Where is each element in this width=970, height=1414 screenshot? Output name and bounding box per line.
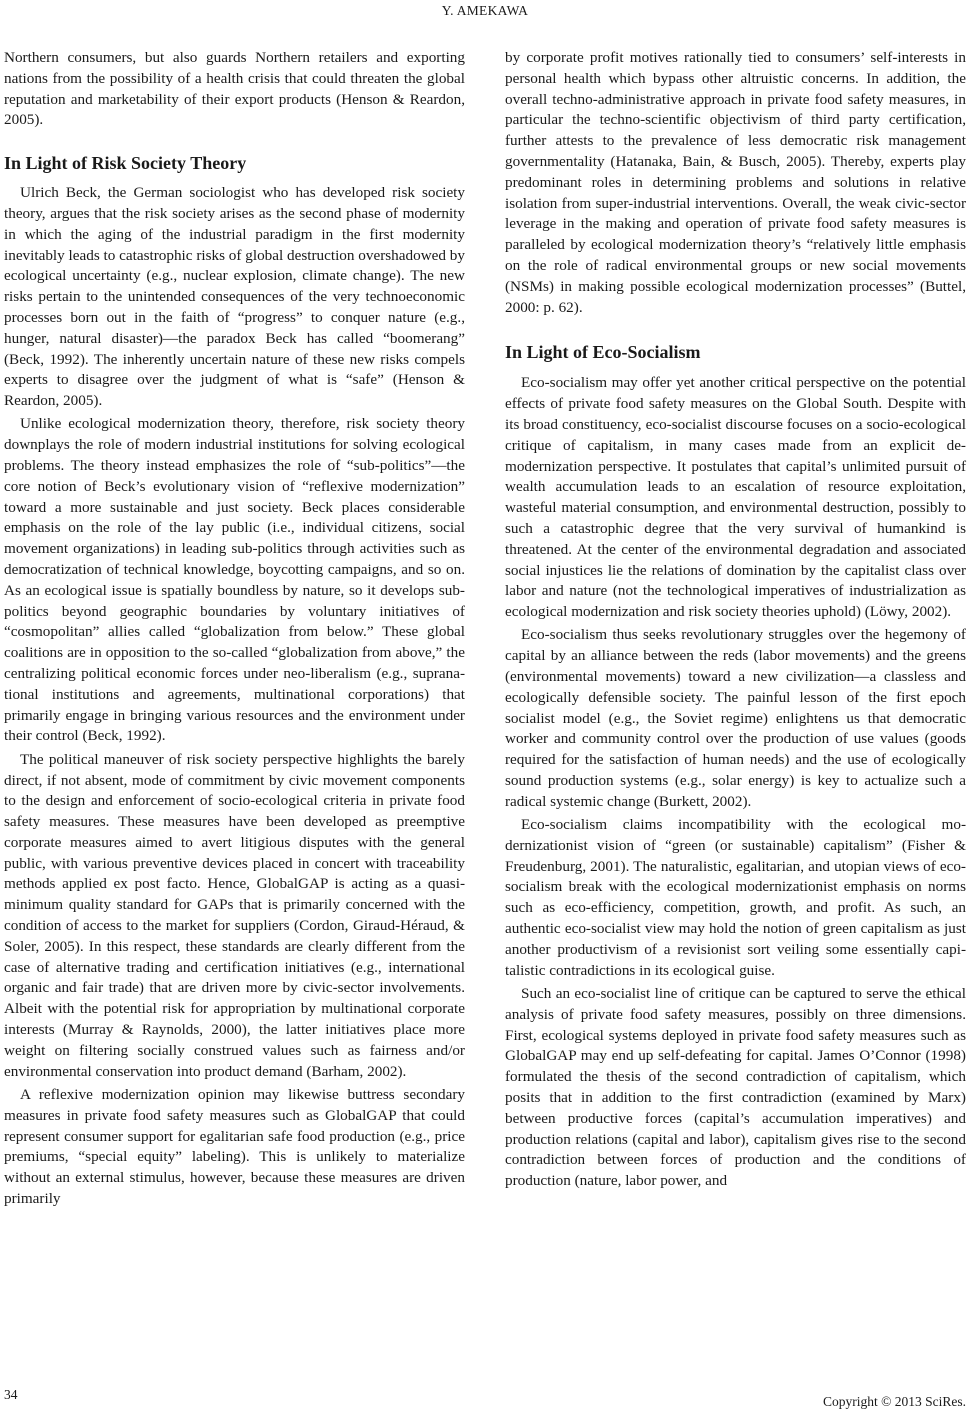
paragraph-sub-politics: Unlike ecological modernization theory, therefore, risk society theory downplays the role of modern industrial institutions for solving ecological problems. The theory instead emphasizes the role of “sub-politics”—the core notion of Beck’s evolutionary vision of “reflexive modernization” toward a more sustainable and just society. Beck places considerable emphasis on the role of the lay public (i.e., individual citizens, social movement organizations) in leading sub-politics through activities such as democratization of technical knowledge, boycotting campaigns, and so on. As an ecological issue is spatially boundless by nature, so it develops sub-politics beyond geographic boundaries by voluntary initiatives of “cosmopolitan” allies called “globalization from below.” These global coalitions are in opposition to the so-called “globalization from above,” the centralizing political economic forces under neo-liberalism (e.g., supranational institutions and agreements, multinational corporations) that primarily engage in bringing various resources and the environment under their control (Beck, 1992).: [4, 415, 465, 745]
copyright-notice: Copyright © 2013 SciRes.: [822, 1394, 966, 1409]
paragraph-green-capitalism: Eco-socialism claims incompatibility with the ecological modernizationist vision of “green (or sustainable) capitalism” (Fisher & Freudenburg, 2001). The naturalistic, egalitarian, and utopian views of eco-socialism break with the ecological modernizationist emphasis on norms such as eco-efficiency, competition, growth, and profit. As such, an authentic eco-socialist view may hold the notion of green capitalism as just another productivism of a revisionist sort veiling some essentially capitalistic contradictions in its ecological guise.: [505, 816, 966, 979]
running-head: Y. AMEKAWA: [441, 3, 529, 18]
paragraph-second-contradiction: Such an eco-socialist line of critique can be captured to serve the ethical analysis of private food safety measures, possibly on three dimensions. First, ecological systems deployed in private food safety measures such as GlobalGAP may end up self-defeating for capital. James O’Connor (1998) formulated the thesis of the second contradiction of capitalism, which posits that in addition to the first contradiction (examined by Marx) between productive forces (capital’s accumulation imperatives) and production relations (capital and labor), capitalism gives rise to the second contradiction between forces of production and the conditions of production (nature, labor power, and: [505, 984, 966, 1190]
paragraph-eco-socialism-intro: Eco-socialism may offer yet another critical perspective on the potential effects of private food safety measures on the Global South. Despite with its broad constituency, eco-socialist discourse focuses on a socio-ecological critique of capitalism, in many cases made from an explicit de-modernization perspective. It postulates that capital’s unlimited pursuit of wealth accumulation leads to an escalation of resource exploitation, wasteful material consumption, and environmental destruction, possibly to such a catastrophic degree that the very survival of humankind is threatened. At the center of the environmental degradation and associated social injustices lie the relations of domination by the capitalist class over labor and nature (not the technological imperatives of industrialization as ecological modernization and risk society theories uphold) (Löwy, 2002).: [505, 374, 966, 621]
page-number: 34: [4, 1387, 18, 1402]
paragraph-continued-right: by corporate profit motives rationally tied to consumers’ self-interests in personal health which bypass other altruistic concerns. In addition, the overall techno-administrative approach in private food safety measures, in particular the techno-scientific objectivism of third party certification, further attests to the prevalence of less democratic risk management governmentality (Hatanaka, Bain, & Busch, 2005). Thereby, experts play predominant roles in determining problems and solutions in relative isolation from super-industrial interventions. Overall, the weak civic-sector leverage in the making and operation of private food safety measures is paralleled by ecological modernization theory’s “relatively little emphasis on the role of radical environmental groups or new social movements (NSMs) in making possible ecological modernization processes” (Buttel, 2000: p. 62).: [505, 49, 966, 316]
left-column: [4, 48, 465, 1210]
section-heading-eco-socialism: In Light of Eco-Socialism: [505, 342, 701, 363]
right-column: [505, 48, 966, 1192]
paragraph-revolutionary-struggles: Eco-socialism thus seeks revolutionary struggles over the hegemony of capital by an alliance between the reds (labor movements) and the greens (environmental movements) toward a new civilization—a classless and ecologically defensible society. The painful lesson of the first epoch socialist model (e.g., the Soviet regime) enlightens us that democratic worker and community control over the production of use values (goods required for the satisfaction of human needs) and the use of ecologically sound production systems (e.g., solar energy) is key to actualize such a radical systemic change (Burkett, 2002).: [505, 626, 966, 810]
paragraph-beck-risk-society: Ulrich Beck, the German sociologist who has developed risk society theory, argues that the risk society arises as the second phase of modernity in which the aging of the industrial paradigm in the first modernity inevitably leads to catastrophic risks of global destruction overshadowed by ecological uncertainty (e.g., nuclear explosion, climate change). The new risks pertain to the unintended consequences of the very technoeconomic processes born out in the faith of “progress” to conquer nature (e.g., hunger, natural disaster)—the paradox Beck has called “boomerang” (Beck, 1992). The inherently uncertain nature of these new risks compels experts to disagree over the judgment of what is “safe” (Henson & Reardon, 2005).: [4, 184, 465, 410]
paragraph-political-maneuver: The political maneuver of risk society perspective highlights the barely direct, if not absent, mode of commitment by civic movement components to the design and enforcement of socio-ecological criteria in private food safety measures. These measures have been developed as preemptive corporate measures aimed to avert litigious disputes with the general public, with various preventive devices placed in concert with traceability methods applied ex post facto. Hence, GlobalGAP is acting as a quasi-minimum quality standard for GAPs that is primarily concerned with the condition of access to the market for suppliers (Cordon, Giraud-Héraud, & Soler, 2005). In this respect, these standards are clearly different from the case of alternative trading and certification initiatives (e.g., international organic and fair trade) that are driven more by civic-sector involvements. Albeit with the potential risk for appropriation by multinational corporate interests (Murray & Raynolds, 2000), the latter initiatives place more weight on filtering socially construed values such as fairness and/or environmental conservation into product demand (Barham, 2002).: [4, 750, 465, 1080]
paragraph-reflexive-modernization: A reflexive modernization opinion may likewise buttress secondary measures in private food safety measures such as GlobalGAP that could represent consumer support for egalitarian safe food production (e.g., price premiums, “special equity” labeling). This is unlikely to materialize without an external stimulus, however, because these measures are driven primarily: [4, 1085, 465, 1207]
section-heading-risk-society: In Light of Risk Society Theory: [4, 153, 247, 174]
paragraph-continued: Northern consumers, but also guards Northern retailers and exporting nations from the possibility of a health crisis that could threaten the global reputation and marketability of their export products (Henson & Reardon, 2005).: [4, 49, 465, 129]
